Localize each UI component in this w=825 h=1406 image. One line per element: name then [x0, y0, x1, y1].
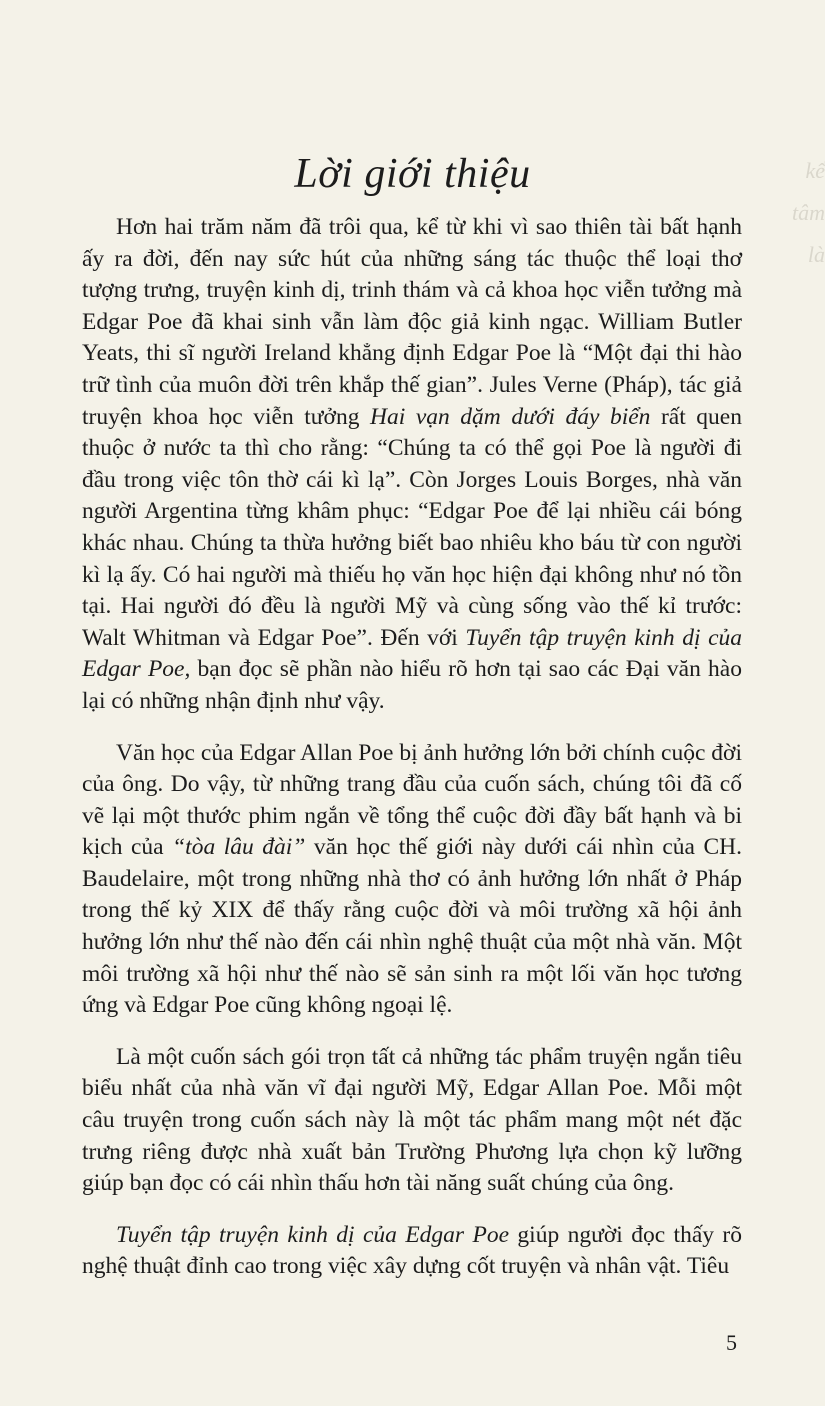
body-text [82, 212, 742, 1303]
italic-text: Tuyển tập truyện kinh dị của Edgar Poe, [82, 624, 742, 683]
paragraph [82, 212, 742, 718]
italic-text: Tuyển tập truyện kinh dị của Edgar Poe [116, 1221, 510, 1248]
text-segment: rất quen thuộc ở nước ta thì cho rằng: “Chúng ta có thể gọi Poe là người đi đầu trong việc tôn thờ cái kì lạ”. Còn Jorges Louis Borges, nhà văn người Argentina từng khâm phục: “Edgar Poe để lại nhiều cái bóng khác nhau. Chúng ta thừa hưởng biết bao nhiêu kho báu từ con người kì lạ ấy. Có hai người mà thiếu họ văn học hiện đại không như nó tồn tại. Hai người đó đều là người Mỹ và cùng sống vào thế kỉ trước: Walt Whitman và Edgar Poe”. Đến với [82, 403, 742, 651]
paragraph [82, 1220, 742, 1283]
italic-text: Hai vạn dặm dưới đáy biển [370, 403, 651, 430]
paragraph [82, 1042, 742, 1200]
bleed-through-text: kể tâm là [792, 158, 825, 267]
text-segment: Hơn hai trăm năm đã trôi qua, kể từ khi vì sao thiên tài bất hạnh ấy ra đời, đến nay sức hút của những sáng tác thuộc thể loại thơ tượng trưng, truyện kinh dị, trinh thám và cả khoa học viễn tưởng mà Edgar Poe đã khai sinh vẫn làm độc giả kinh ngạc. William Butler Yeats, thi sĩ người Ireland khẳng định Edgar Poe là “Một đại thi hào trữ tình của muôn đời trên khắp thế gian”. Jules Verne (Pháp), tác giả truyện khoa học viễn tưởng [82, 214, 742, 430]
text-segment: văn học thế giới này dưới cái nhìn của CH. Baudelaire, một trong những nhà thơ có ảnh hưởng lớn nhất ở Pháp trong thế kỷ XIX để thấy rằng cuộc đời và môi trường xã hội ảnh hưởng lớn như thế nào đến cái nhìn nghệ thuật của một nhà văn. Một môi trường xã hội như thế nào sẽ sản sinh ra một lối văn học tương ứng và Edgar Poe cũng không ngoại lệ. [82, 834, 742, 1019]
text-segment: Văn học của Edgar Allan Poe bị ảnh hưởng lớn bởi chính cuộc đời của ông. Do vậy, từ những trang đầu của cuốn sách, chúng tôi đã cố vẽ lại một thước phim ngắn về tổng thể cuộc đời đầy bất hạnh và bi kịch của [82, 739, 742, 861]
page-title: Lời giới thiệu [294, 151, 531, 197]
page-number: 5 [726, 1330, 737, 1355]
text-segment: giúp người đọc thấy rõ nghệ thuật đỉnh cao trong việc xây dựng cốt truyện và nhân vật. Tiêu [82, 1221, 742, 1280]
italic-text: “tòa lâu đài” [172, 834, 306, 861]
paragraph [82, 738, 742, 1022]
text-segment: Là một cuốn sách gói trọn tất cả những tác phẩm truyện ngắn tiêu biểu nhất của nhà văn vĩ đại người Mỹ, Edgar Allan Poe. Mỗi một câu truyện trong cuốn sách này là một tác phẩm mang một nét đặc trưng riêng được nhà xuất bản Trường Phương lựa chọn kỹ lưỡng giúp bạn đọc có cái nhìn thấu hơn tài năng suất chúng của ông. [82, 1043, 742, 1197]
text-segment: bạn đọc sẽ phần nào hiểu rõ hơn tại sao các Đại văn hào lại có những nhận định như vậy. [82, 656, 742, 714]
